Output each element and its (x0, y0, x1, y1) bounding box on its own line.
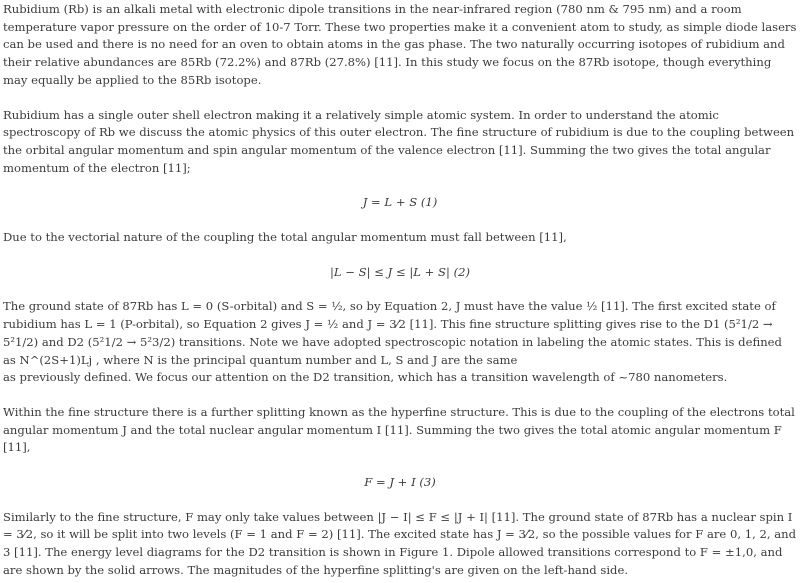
equation-1: J = L + S (1) (362, 195, 438, 210)
spacer (3, 177, 797, 194)
spacer (3, 90, 797, 107)
spacer (3, 281, 797, 298)
paragraph-fine-structure: Rubidium has a single outer shell electron making it a relatively simple atomic system. In order to understand the atomic spectroscopy of Rb we discuss the atomic physics of this outer electron. The fine structure of rubidium is due to the coupling between the orbital angular momentum and spin angular momentum of the valence electron [11]. Summing the two gives the total angular momentum of the electron [11]; (3, 107, 795, 175)
equation-2: |L − S| ≤ J ≤ |L + S| (2) (329, 264, 470, 279)
paragraph-hyperfine: Within the fine structure there is a further splitting known as the hyperfine structure. This is due to the coupling of the electrons total angular momentum J and the total nuclear angular momentum I [11]. Summing the two gives the total atomic angular momentum F [11], (3, 404, 795, 455)
spacer (3, 247, 797, 264)
spacer (3, 212, 797, 229)
paragraph-ground-state-cont: as previously defined. We focus our attention on the D2 transition, which has a transition wavelength of ~780 nanometers. (3, 370, 728, 385)
paragraph-vectorial: Due to the vectorial nature of the coupling the total angular momentum must fall between [11], (3, 230, 567, 245)
spacer (3, 457, 797, 474)
spacer (3, 387, 797, 404)
spacer (3, 492, 797, 509)
paragraph-ground-state: The ground state of 87Rb has L = 0 (S-orbital) and S = ½, so by Equation 2, J must have the value ½ [11]. The first excited state of rubidium has L = 1 (P-orbital), so Equation 2 gives J = ½ and J = 3⁄2 [11]. This fine structure splitting gives rise to the D1 (5²1/2 → 5²1/2) and D2 (5²1/2 → 5²3/2) transitions. Note we have adopted spectroscopic notation in labeling the atomic states. This is defined as N^(2S+1)Lj , where N is the principal quantum number and L, S and J are the same (3, 299, 782, 367)
paragraph-similarly: Similarly to the fine structure, F may only take values between |J − I| ≤ F ≤ |J + I| [11]. The ground state of 87Rb has a nuclear spin I = 3⁄2, so it will be split into two levels (F = 1 and F = 2) [11]. The excited state has J = 3⁄2, so the possible values for F are 0, 1, 2, and 3 [11]. The energy level diagrams for the D2 transition is shown in Figure 1. Dipole allowed transitions correspond to F = ±1,0, and are shown by the solid arrows. The magnitudes of the hyperfine splitting's are given on the left-hand side. (3, 509, 796, 577)
paragraph-intro: Rubidium (Rb) is an alkali metal with electronic dipole transitions in the near-infrared region (780 nm & 795 nm) and a room temperature vapor pressure on the order of 10-7 Torr. These two properties make it a convenient atom to study, as simple diode lasers can be used and there is no need for an oven to obtain atoms in the gas phase. The two naturally occurring isotopes of rubidium and their relative abundances are 85Rb (72.2%) and 87Rb (27.8%) [11]. In this study we focus on the 87Rb isotope, though everything may equally be applied to the 85Rb isotope. (3, 2, 797, 87)
equation-3: F = J + I (3) (364, 475, 436, 490)
